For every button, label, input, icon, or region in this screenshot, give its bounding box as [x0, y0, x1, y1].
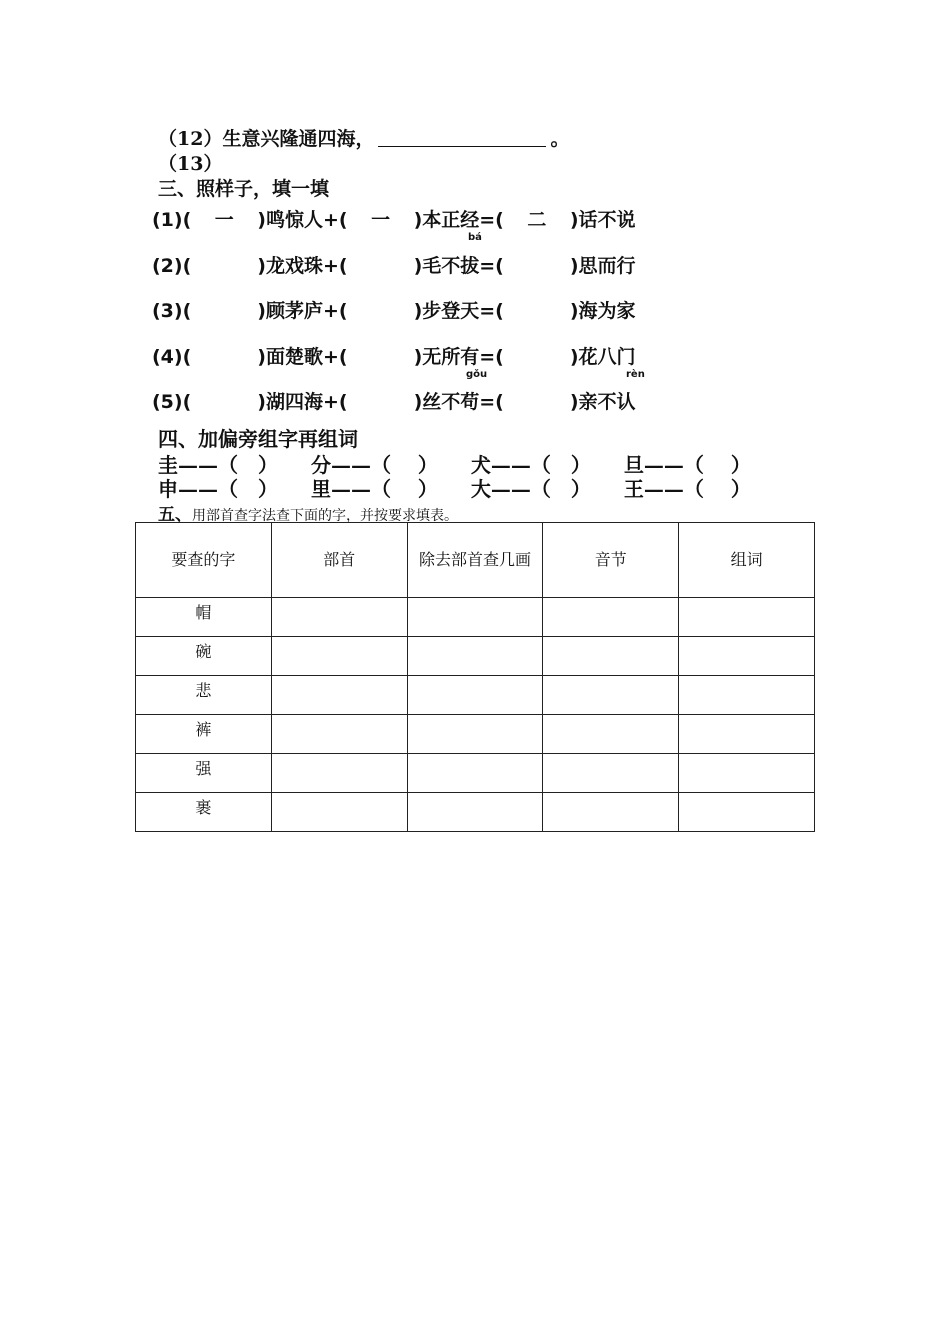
- idiom-text: )毛不拔=(: [413, 255, 504, 277]
- idiom-text: )海为家: [569, 300, 636, 322]
- radical-lookup-table: [135, 522, 815, 832]
- answer-cell[interactable]: [271, 637, 407, 676]
- idiom-row: [152, 251, 636, 278]
- table-header-row: [136, 523, 815, 598]
- section-5-desc: 用部首查字法查下面的字，并按要求填表。: [192, 508, 458, 524]
- idiom-text: )亲不认: [569, 391, 636, 413]
- row-number: (2)(: [152, 255, 192, 277]
- answer-cell[interactable]: [679, 676, 815, 715]
- section-3-title: 三、照样子，填一填: [158, 178, 330, 200]
- question-12: [158, 124, 569, 151]
- answer-cell[interactable]: [271, 598, 407, 637]
- answer-cell[interactable]: [271, 793, 407, 832]
- answer-cell[interactable]: [679, 715, 815, 754]
- idiom-text: )步登天=(: [413, 300, 504, 322]
- row-number: (1)(: [152, 209, 192, 231]
- answer-blank[interactable]: [378, 128, 546, 147]
- idiom-text: )湖四海+(: [257, 391, 348, 413]
- header-radical: 部首: [271, 523, 407, 598]
- idiom-text: )话不说: [569, 209, 636, 231]
- radical-item[interactable]: 王——（ ）: [623, 477, 751, 501]
- answer-cell[interactable]: [271, 715, 407, 754]
- idiom-text: )顾茅庐+(: [257, 300, 348, 322]
- radical-item[interactable]: 分——（ ）: [310, 453, 438, 477]
- row-number: (3)(: [152, 300, 192, 322]
- char-cell: 裤: [136, 715, 272, 754]
- radical-item[interactable]: 旦——（ ）: [623, 453, 751, 477]
- char-cell: 帽: [136, 598, 272, 637]
- table-row: [136, 793, 815, 832]
- idiom-text: )面楚歌+(: [257, 346, 348, 368]
- radical-item[interactable]: 大——（ ）: [470, 477, 591, 501]
- answer-cell[interactable]: [543, 715, 679, 754]
- idiom-text: )无所有=(: [413, 346, 504, 368]
- idiom-text: )鸣惊人+(: [257, 209, 348, 231]
- table-row: [136, 754, 815, 793]
- idiom-row: [152, 342, 636, 369]
- char-cell: 裹: [136, 793, 272, 832]
- answer-cell[interactable]: [679, 637, 815, 676]
- fill-blank[interactable]: 二: [527, 209, 547, 231]
- idiom-row: [152, 205, 636, 232]
- section-4-title: 四、加偏旁组字再组词: [158, 427, 358, 451]
- table-row: [136, 637, 815, 676]
- question-13: （13）: [158, 153, 223, 175]
- answer-cell[interactable]: [543, 637, 679, 676]
- table-row: [136, 598, 815, 637]
- question-12-end: 。: [550, 128, 570, 150]
- row-number: (5)(: [152, 391, 192, 413]
- answer-cell[interactable]: [543, 676, 679, 715]
- pinyin-ba: bá: [468, 232, 482, 243]
- idiom-text: )丝不苟=(: [413, 391, 504, 413]
- answer-cell[interactable]: [407, 676, 543, 715]
- header-char: 要查的字: [136, 523, 272, 598]
- answer-cell[interactable]: [543, 598, 679, 637]
- answer-cell[interactable]: [679, 598, 815, 637]
- section-5-title: 五、: [158, 505, 192, 525]
- idiom-text: )龙戏珠+(: [257, 255, 348, 277]
- answer-cell[interactable]: [679, 754, 815, 793]
- radical-item[interactable]: 犬——（ ）: [470, 453, 591, 477]
- answer-cell[interactable]: [407, 637, 543, 676]
- answer-cell[interactable]: [543, 754, 679, 793]
- pinyin-ren: rèn: [626, 369, 645, 380]
- char-cell: 悲: [136, 676, 272, 715]
- answer-cell[interactable]: [407, 598, 543, 637]
- table-row: [136, 715, 815, 754]
- row-number: (4)(: [152, 346, 192, 368]
- answer-cell[interactable]: [407, 715, 543, 754]
- question-12-text: （12）生意兴隆通四海，: [158, 128, 375, 150]
- radical-item[interactable]: 里——（ ）: [310, 477, 438, 501]
- char-cell: 强: [136, 754, 272, 793]
- answer-cell[interactable]: [271, 676, 407, 715]
- answer-cell[interactable]: [679, 793, 815, 832]
- char-cell: 碗: [136, 637, 272, 676]
- idiom-row: [152, 296, 636, 323]
- answer-cell[interactable]: [271, 754, 407, 793]
- table-row: [136, 676, 815, 715]
- header-syllable: 音节: [543, 523, 679, 598]
- header-word: 组词: [679, 523, 815, 598]
- header-strokes: 除去部首查几画: [407, 523, 543, 598]
- idiom-text: )本正经=(: [413, 209, 504, 231]
- fill-blank[interactable]: 一: [371, 209, 391, 231]
- fill-blank[interactable]: 一: [214, 209, 234, 231]
- idiom-text: )思而行: [569, 255, 636, 277]
- radical-item[interactable]: 圭——（ ）: [158, 453, 278, 477]
- idiom-row: [152, 387, 636, 414]
- radical-row-2: [158, 473, 777, 502]
- answer-cell[interactable]: [543, 793, 679, 832]
- radical-item[interactable]: 申——（ ）: [158, 477, 278, 501]
- answer-cell[interactable]: [407, 754, 543, 793]
- answer-cell[interactable]: [407, 793, 543, 832]
- pinyin-gou: gǒu: [466, 369, 488, 380]
- idiom-text: )花八门: [569, 346, 636, 368]
